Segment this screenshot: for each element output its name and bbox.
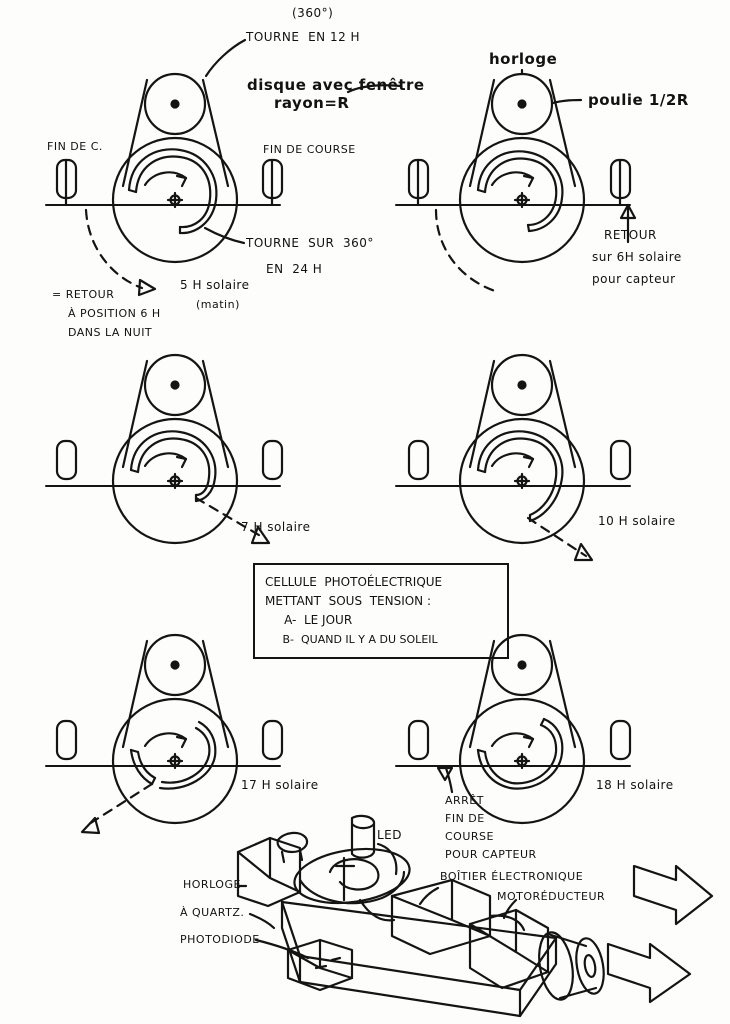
label-arret-3: COURSE — [445, 830, 494, 843]
label-18h-solaire: 18 H solaire — [596, 778, 674, 792]
label-horloge-quartz-2: À QUARTZ. — [180, 906, 245, 919]
label-17h-solaire: 17 H solaire — [241, 778, 319, 792]
label-retour-nuit-2: À POSITION 6 H — [68, 307, 161, 320]
label-tourne-360-line2: EN 24 H — [266, 262, 323, 276]
label-5h-solaire: 5 H solaire — [180, 278, 250, 292]
label-retour-capteur-3: pour capteur — [592, 272, 676, 286]
label-fin-de-c: FIN DE C. — [47, 140, 103, 153]
label-retour-capteur-2: sur 6H solaire — [592, 250, 682, 264]
label-disque-line2: rayon=R — [274, 94, 350, 112]
label-fin-de-course: FIN DE COURSE — [263, 143, 356, 156]
label-poulie: poulie 1/2R — [588, 91, 689, 109]
label-retour-capteur-1: RETOUR — [604, 228, 657, 242]
label-7h-solaire: 7 H solaire — [241, 520, 311, 534]
label-led: LED — [377, 828, 403, 842]
note-line-3: A- LE JOUR — [265, 613, 353, 627]
label-horloge: horloge — [489, 50, 558, 68]
label-arret-1: ARRÊT — [445, 794, 484, 807]
note-line-4: B- QUAND IL Y A DU SOLEIL — [265, 633, 438, 646]
note-line-2: METTANT SOUS TENSION : — [265, 594, 432, 608]
label-retour-nuit-3: DANS LA NUIT — [68, 326, 153, 339]
label-5h-matin: (matin) — [196, 298, 240, 311]
label-retour-nuit-1: = RETOUR — [52, 288, 115, 301]
label-disque-line1: disque avec fenêtre — [247, 76, 425, 94]
photocell-note-box — [253, 563, 509, 659]
label-tourne-360-line1: TOURNE SUR 360° — [246, 236, 374, 250]
label-360: (360°) — [292, 6, 334, 20]
label-boitier-2: MOTORÉDUCTEUR — [497, 890, 606, 903]
label-horloge-quartz-1: HORLOGE — [183, 878, 241, 891]
label-photodiode: PHOTODIODE — [180, 933, 260, 946]
note-line-1: CELLULE PHOTOÉLECTRIQUE — [265, 575, 443, 589]
label-boitier-1: BOÎTIER ÉLECTRONIQUE — [440, 870, 584, 883]
label-arret-2: FIN DE — [445, 812, 485, 825]
label-arret-4: POUR CAPTEUR — [445, 848, 537, 861]
label-10h-solaire: 10 H solaire — [598, 514, 676, 528]
label-tourne-12h: TOURNE EN 12 H — [246, 30, 361, 44]
